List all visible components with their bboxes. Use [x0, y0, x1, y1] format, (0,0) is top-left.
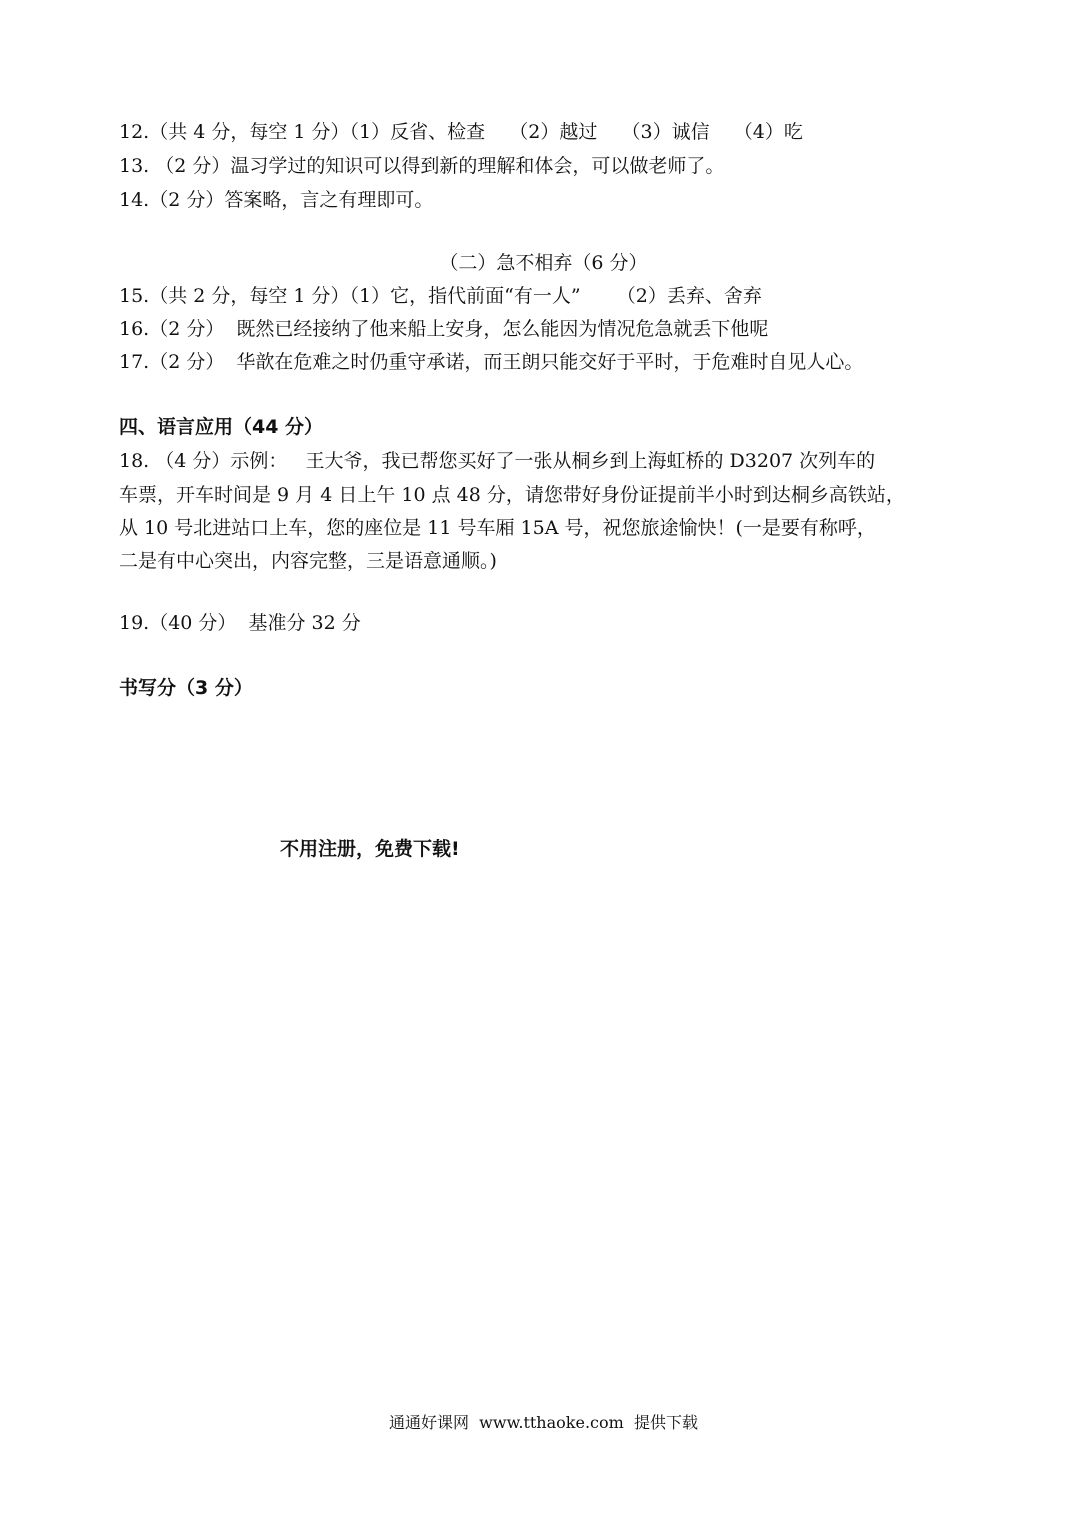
answer-q16: 16.（2 分） 既然已经接纳了他来船上安身，怎么能因为情况危急就丢下他呢 [119, 318, 769, 340]
writing-score-title: 书写分（3 分） [119, 677, 253, 699]
answer-q18-line-2: 车票，开车时间是 9 月 4 日上午 10 点 48 分，请您带好身份证提前半小时到达桐乡高铁站， [119, 484, 905, 506]
promo-text: 不用注册，免费下载! [280, 838, 460, 860]
answer-q18-line-4: 二是有中心突出，内容完整，三是语意通顺。) [119, 550, 497, 572]
footer-text: 通通好课网 www.tthaoke.com 提供下载 [389, 1413, 698, 1432]
answer-q12: 12.（共 4 分，每空 1 分）（1）反省、检查 （2）越过 （3）诚信 （4）吃 [119, 121, 803, 143]
answer-q14: 14.（2 分）答案略，言之有理即可。 [119, 189, 434, 211]
answer-q18-line-3: 从 10 号北进站口上车，您的座位是 11 号车厢 15A 号，祝您旅途愉快！(一是要有称呼， [119, 517, 876, 539]
answer-q19: 19.（40 分） 基准分 32 分 [119, 612, 361, 634]
answer-q17: 17.（2 分） 华歆在危难之时仍重守承诺，而王朗只能交好于平时，于危难时自见人心。 [119, 351, 864, 373]
section-title-4: 四、语言应用（44 分） [119, 416, 324, 438]
answer-q18-line-1: 18. （4 分）示例： 王大爷，我已帮您买好了一张从桐乡到上海虹桥的 D3207 次列车的 [119, 450, 876, 472]
answer-q15: 15.（共 2 分，每空 1 分）（1）它，指代前面“有一人” （2）丢弃、舍弃 [119, 285, 762, 307]
section-title-2: （二）急不相弃（6 分） [439, 252, 648, 274]
answer-q13: 13. （2 分）温习学过的知识可以得到新的理解和体会，可以做老师了。 [119, 155, 725, 177]
